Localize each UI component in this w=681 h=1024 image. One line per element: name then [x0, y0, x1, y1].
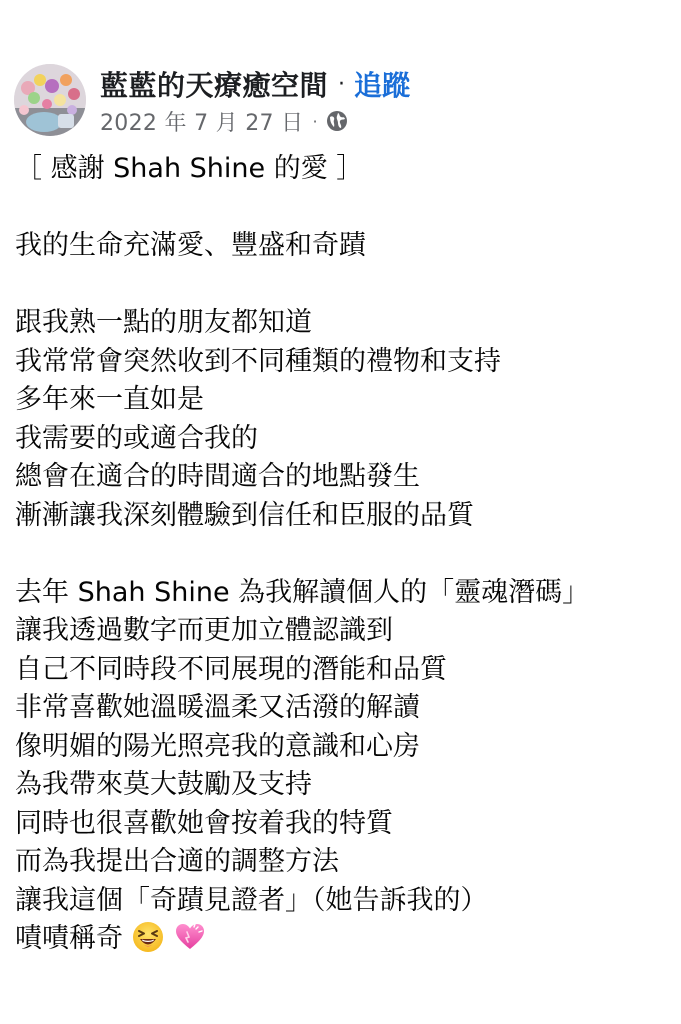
post-last-line — [15, 920, 675, 959]
post-blank-line — [15, 535, 675, 574]
post-blank-line — [15, 266, 675, 305]
post-text-line: 我常常會突然收到不同種類的禮物和支持 — [15, 345, 501, 377]
post-blank-line — [15, 189, 675, 228]
post-text-line: 我需要的或適合我的 — [15, 422, 258, 454]
meta-separator: · — [312, 111, 318, 131]
post-text-line: ［ 感謝 Shah Shine 的愛 ］ — [15, 153, 364, 184]
pink-heart-emoji — [174, 921, 206, 953]
post-text-line: 非常喜歡她溫暖溫柔又活潑的解讀 — [15, 692, 420, 723]
post-text-line: 同時也很喜歡她會按着我的特質 — [15, 807, 393, 839]
page-avatar[interactable] — [14, 64, 86, 136]
post-text-line: 為我帶來莫大鼓勵及支持 — [15, 769, 312, 800]
post-timestamp[interactable]: 2022 年 7 月 27 日 — [100, 110, 304, 136]
page-name-link[interactable]: 藍藍的天療癒空間 — [100, 69, 329, 102]
post-text-line: 讓我這個「奇蹟見證者」（她告訴我的） — [15, 884, 488, 916]
post-text-line: 總會在適合的時間適合的地點發生 — [15, 461, 420, 492]
follow-button[interactable]: 追蹤 — [354, 69, 411, 102]
globe-icon[interactable] — [326, 110, 348, 132]
avatar-photo — [14, 64, 86, 136]
post-last-line-text: 嘖嘖稱奇 — [15, 923, 123, 954]
post-text-line: 漸漸讓我深刻體驗到信任和臣服的品質 — [15, 499, 474, 531]
post-body — [15, 150, 675, 959]
post-text-line: 我的生命充滿愛、豐盛和奇蹟 — [15, 230, 366, 261]
post-text-line: 去年 Shah Shine 為我解讀個人的「靈魂潛碼」 — [15, 576, 590, 608]
post-text-line: 而為我提出合適的調整方法 — [15, 846, 339, 877]
laughing-face-emoji — [132, 921, 164, 953]
title-separator: · — [338, 71, 346, 97]
post-text-line: 跟我熟一點的朋友都知道 — [15, 307, 312, 338]
post-text-line: 讓我透過數字而更加立體認識到 — [15, 615, 393, 646]
post-text-line: 像明媚的陽光照亮我的意識和心房 — [15, 730, 420, 762]
post-text-line: 自己不同時段不同展現的潛能和品質 — [15, 653, 447, 685]
post-header — [14, 64, 674, 136]
post-header-text — [100, 64, 410, 136]
post-text-line: 多年來一直如是 — [15, 384, 204, 415]
post-title-row — [100, 64, 410, 104]
post-meta-row — [100, 106, 410, 136]
